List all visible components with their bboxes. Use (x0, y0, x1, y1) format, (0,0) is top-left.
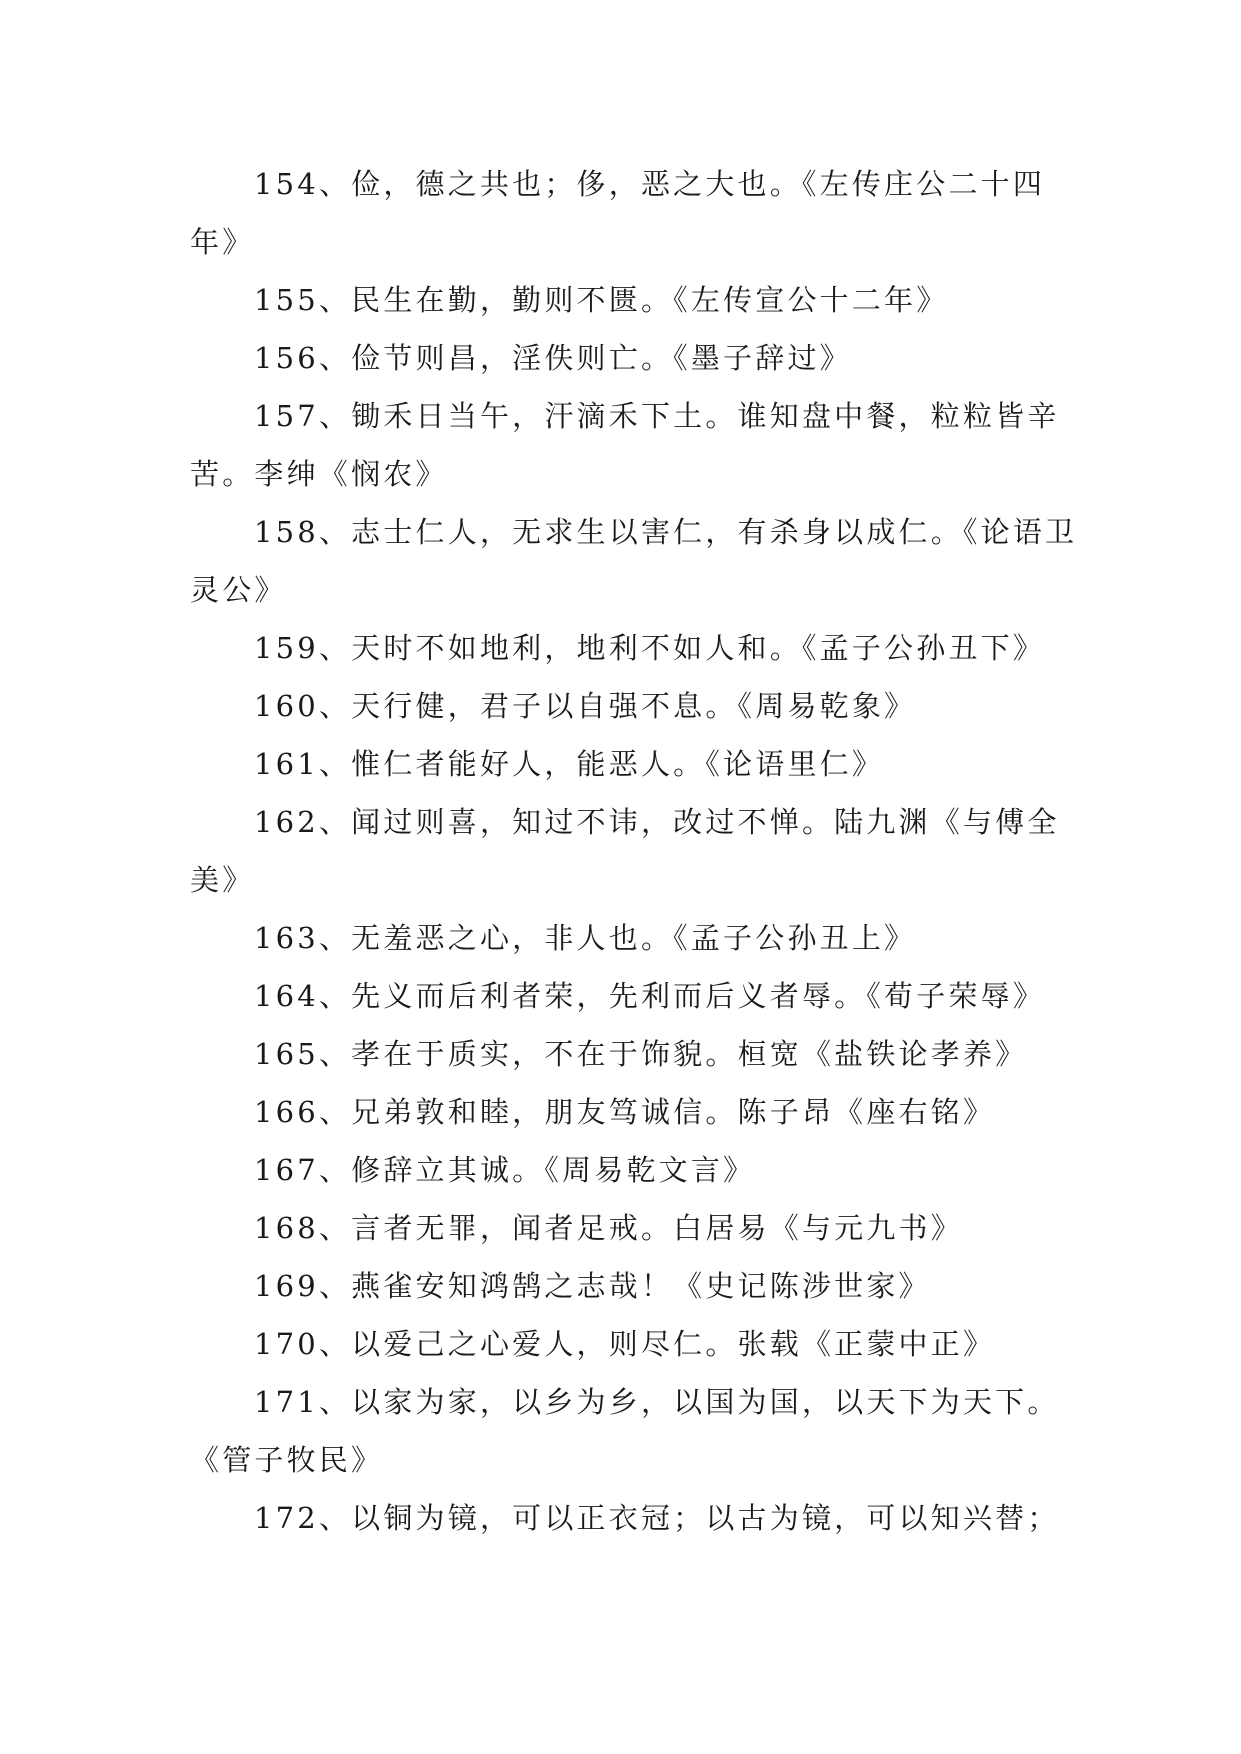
quote-160: 160、天行健，君子以自强不息。《周易乾象》 (254, 689, 917, 723)
quote-167: 167、修辞立其诚。《周易乾文言》 (254, 1153, 756, 1187)
quote-162: 162、闻过则喜，知过不讳，改过不惮。陆九渊《与傅全美》 (190, 805, 1060, 897)
quote-157: 157、锄禾日当午，汗滴禾下土。谁知盘中餐，粒粒皆辛苦。李绅《悯农》 (190, 399, 1060, 491)
quote-158: 158、志士仁人，无求生以害仁，有杀身以成仁。《论语卫灵公》 (190, 515, 1078, 607)
quote-163: 163、无羞恶之心，非人也。《孟子公孙丑上》 (254, 921, 917, 955)
quote-159: 159、天时不如地利，地利不如人和。《孟子公孙丑下》 (254, 631, 1046, 665)
quote-166: 166、兄弟敦和睦，朋友笃诚信。陈子昂《座右铭》 (254, 1095, 996, 1129)
quote-171: 171、以家为家，以乡为乡，以国为国，以天下为天下。《管子牧民》 (190, 1385, 1060, 1477)
document-page (190, 155, 1090, 1547)
quote-155: 155、民生在勤，勤则不匮。《左传宣公十二年》 (254, 283, 949, 317)
quote-172: 172、以铜为镜，可以正衣冠；以古为镜，可以知兴替； (254, 1501, 1060, 1535)
quote-168: 168、言者无罪，闻者足戒。白居易《与元九书》 (254, 1211, 963, 1245)
quote-154: 154、俭，德之共也；侈，恶之大也。《左传庄公二十四年》 (190, 167, 1046, 259)
quote-161: 161、惟仁者能好人，能恶人。《论语里仁》 (254, 747, 885, 781)
quote-169: 169、燕雀安知鸿鹄之志哉！《史记陈涉世家》 (254, 1269, 931, 1303)
quote-170: 170、以爱己之心爱人，则尽仁。张载《正蒙中正》 (254, 1327, 996, 1361)
quote-164: 164、先义而后利者荣，先利而后义者辱。《荀子荣辱》 (254, 979, 1046, 1013)
quote-156: 156、俭节则昌，淫佚则亡。《墨子辞过》 (254, 341, 852, 375)
quote-165: 165、孝在于质实，不在于饰貌。桓宽《盐铁论孝养》 (254, 1037, 1028, 1071)
